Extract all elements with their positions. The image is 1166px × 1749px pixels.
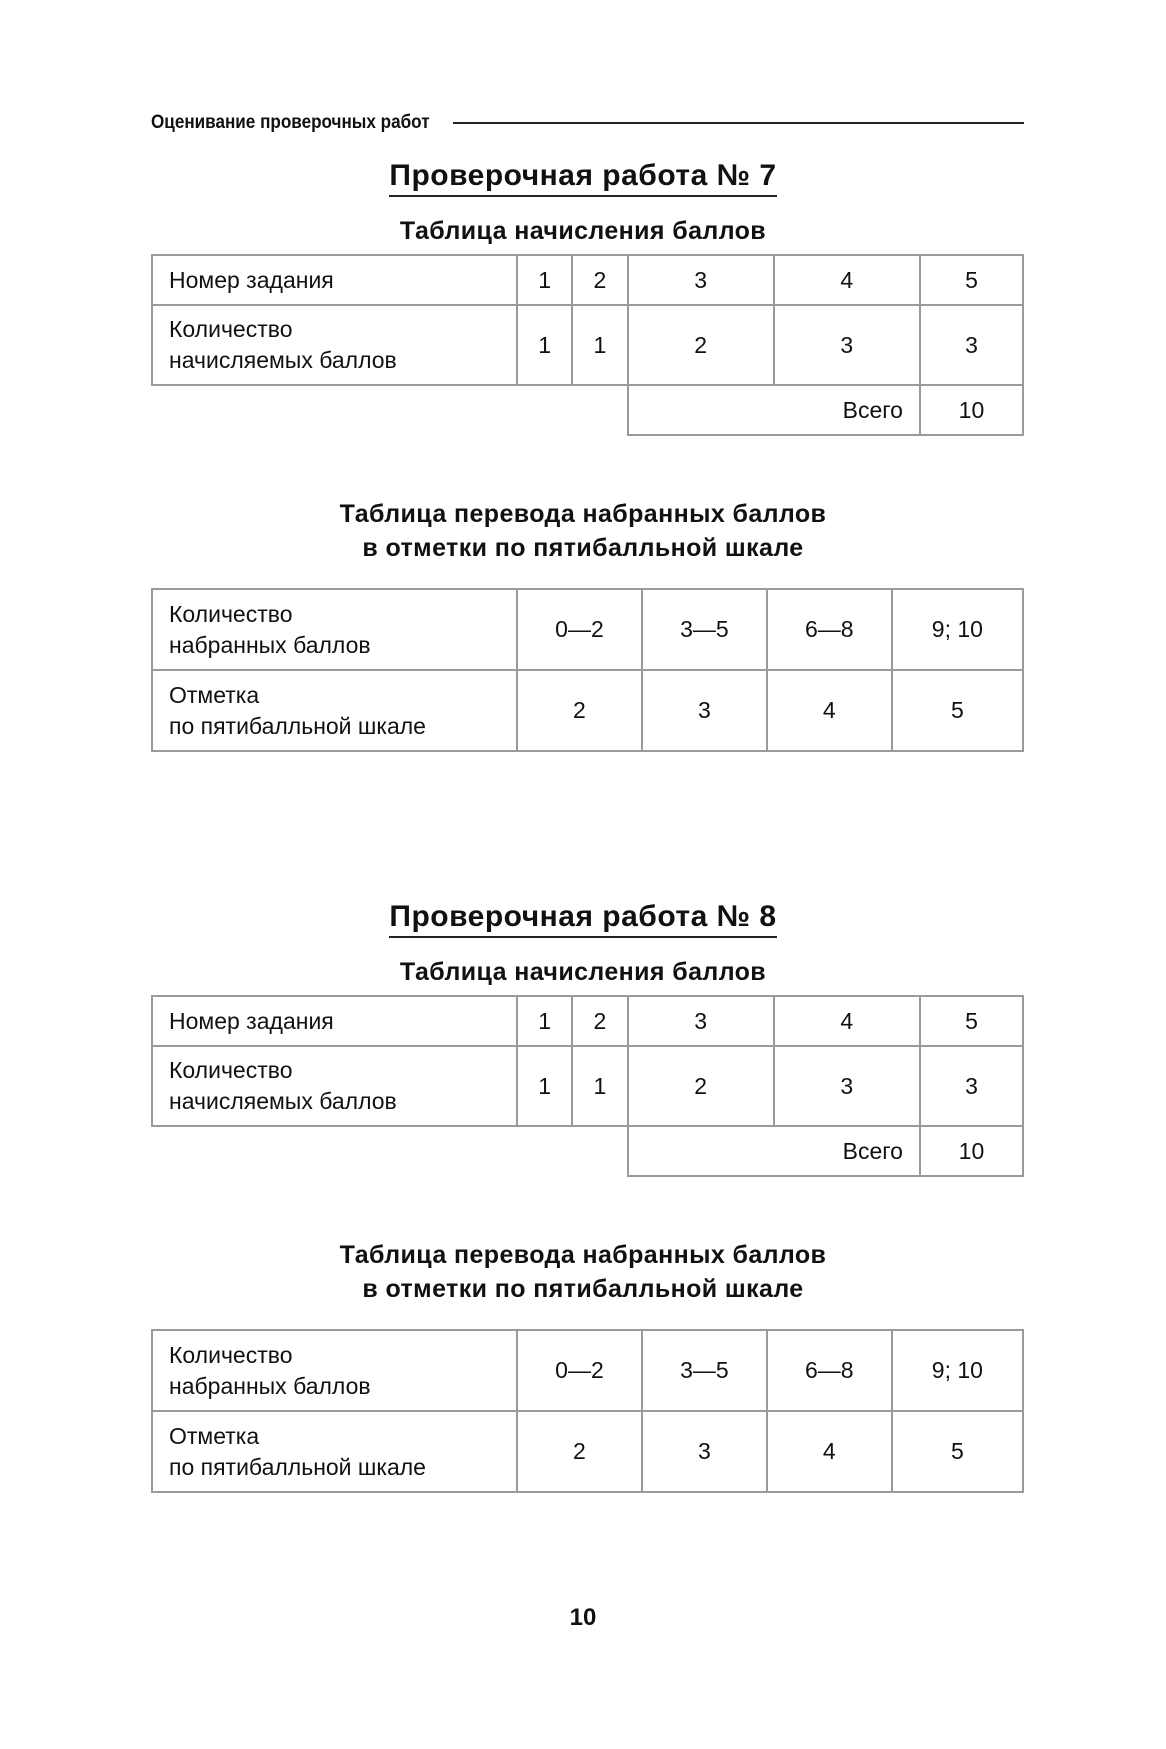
conversion-table-caption xyxy=(0,1238,1166,1306)
grade-cell: 4 xyxy=(767,1411,892,1492)
row-label xyxy=(152,305,517,385)
points-cell: 2 xyxy=(628,305,774,385)
page-number: 10 xyxy=(569,1604,597,1631)
points-row xyxy=(152,305,1023,385)
label-line: Количество xyxy=(169,600,293,627)
score-range-row xyxy=(152,1330,1023,1411)
grade-cell: 2 xyxy=(517,670,642,751)
task-cell: 4 xyxy=(774,996,920,1046)
label-line: Количество xyxy=(169,316,293,342)
range-cell: 9; 10 xyxy=(892,1330,1023,1411)
row-label: Номер задания xyxy=(152,996,517,1046)
row-label xyxy=(152,1330,517,1411)
task-cell: 3 xyxy=(628,996,774,1046)
range-cell: 3—5 xyxy=(642,1330,767,1411)
label-line: Количество xyxy=(169,1341,293,1368)
grade-row xyxy=(152,1411,1023,1492)
scoring-table-caption: Таблица начисления баллов xyxy=(399,958,767,986)
row-label: Номер задания xyxy=(152,255,517,305)
section-title: Проверочная работа № 8 xyxy=(389,900,776,938)
row-label xyxy=(152,589,517,670)
label-line: Отметка xyxy=(169,1422,260,1449)
header-rule xyxy=(453,122,1024,124)
label-line: начисляемых баллов xyxy=(169,1088,397,1114)
task-cell: 3 xyxy=(628,255,774,305)
points-cell: 2 xyxy=(628,1046,774,1126)
range-cell: 0—2 xyxy=(517,589,642,670)
range-cell: 6—8 xyxy=(767,589,892,670)
grade-row xyxy=(152,670,1023,751)
range-cell: 0—2 xyxy=(517,1330,642,1411)
task-cell: 5 xyxy=(920,255,1023,305)
label-line: набранных баллов xyxy=(169,631,371,658)
grade-cell: 3 xyxy=(642,1411,767,1492)
points-cell: 1 xyxy=(572,305,627,385)
points-cell: 1 xyxy=(572,1046,627,1126)
row-label xyxy=(152,670,517,751)
row-label xyxy=(152,1046,517,1126)
scoring-table xyxy=(151,995,1024,1177)
label-line: по пятибалльной шкале xyxy=(169,712,426,739)
running-header xyxy=(151,112,1024,134)
task-number-row xyxy=(152,996,1023,1046)
points-cell: 3 xyxy=(774,305,920,385)
points-cell: 1 xyxy=(517,305,572,385)
range-cell: 3—5 xyxy=(642,589,767,670)
caption-line: Таблица перевода набранных баллов xyxy=(339,1241,827,1269)
caption-line: в отметки по пятибалльной шкале xyxy=(362,1275,804,1303)
grade-cell: 4 xyxy=(767,670,892,751)
grade-cell: 5 xyxy=(892,670,1023,751)
label-line: набранных баллов xyxy=(169,1372,371,1399)
label-line: Отметка xyxy=(169,681,260,708)
conversion-table xyxy=(151,588,1024,752)
grade-cell: 2 xyxy=(517,1411,642,1492)
running-header-text: Оценивание проверочных работ xyxy=(151,112,430,133)
total-label: Всего xyxy=(628,1126,920,1176)
total-value: 10 xyxy=(920,1126,1023,1176)
task-cell: 5 xyxy=(920,996,1023,1046)
grade-cell: 5 xyxy=(892,1411,1023,1492)
points-cell: 3 xyxy=(920,1046,1023,1126)
total-row xyxy=(152,385,1023,435)
conversion-table xyxy=(151,1329,1024,1493)
range-cell: 6—8 xyxy=(767,1330,892,1411)
caption-line: в отметки по пятибалльной шкале xyxy=(362,534,804,562)
range-cell: 9; 10 xyxy=(892,589,1023,670)
scoring-table xyxy=(151,254,1024,436)
caption-line: Таблица перевода набранных баллов xyxy=(339,500,827,528)
task-cell: 1 xyxy=(517,255,572,305)
points-cell: 3 xyxy=(774,1046,920,1126)
label-line: по пятибалльной шкале xyxy=(169,1453,426,1480)
section-title: Проверочная работа № 7 xyxy=(389,159,776,197)
task-cell: 2 xyxy=(572,996,627,1046)
total-value: 10 xyxy=(920,385,1023,435)
scoring-table-caption: Таблица начисления баллов xyxy=(399,217,767,245)
label-line: начисляемых баллов xyxy=(169,347,397,373)
task-cell: 4 xyxy=(774,255,920,305)
grade-cell: 3 xyxy=(642,670,767,751)
points-cell: 1 xyxy=(517,1046,572,1126)
task-cell: 2 xyxy=(572,255,627,305)
points-cell: 3 xyxy=(920,305,1023,385)
row-label xyxy=(152,1411,517,1492)
points-row xyxy=(152,1046,1023,1126)
total-row xyxy=(152,1126,1023,1176)
conversion-table-caption xyxy=(0,497,1166,565)
task-cell: 1 xyxy=(517,996,572,1046)
task-number-row xyxy=(152,255,1023,305)
score-range-row xyxy=(152,589,1023,670)
total-label: Всего xyxy=(628,385,920,435)
label-line: Количество xyxy=(169,1057,293,1083)
